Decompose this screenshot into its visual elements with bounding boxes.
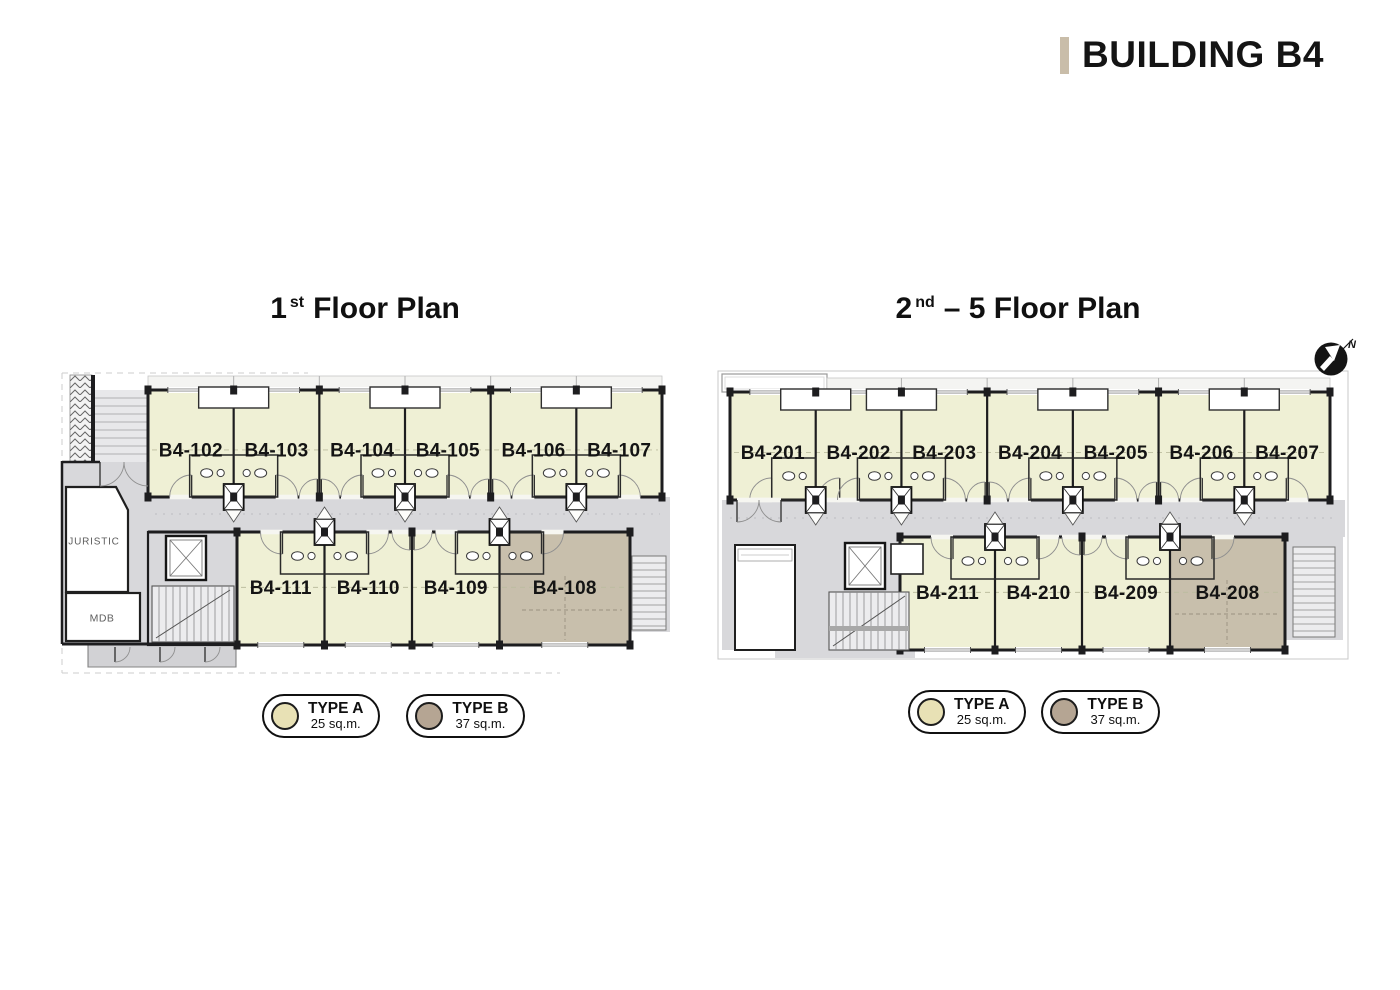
door-gap xyxy=(261,530,283,535)
legend-text xyxy=(1087,696,1143,728)
column-post xyxy=(1241,388,1248,397)
legend-type-label: TYPE A xyxy=(308,700,364,717)
title-ordinal: nd xyxy=(915,294,935,311)
door-gap xyxy=(447,495,469,500)
mdb-label: MDB xyxy=(89,612,115,625)
stairs-icon xyxy=(152,586,234,642)
unit-label-B4-201: B4-201 xyxy=(740,443,805,465)
title-rest: – 5 Floor Plan xyxy=(943,292,1141,325)
column-post xyxy=(573,493,580,502)
legend-type-label: TYPE B xyxy=(1087,696,1144,713)
column-post xyxy=(316,386,323,395)
column-post xyxy=(409,528,416,537)
column-post xyxy=(145,493,152,502)
plan-rect xyxy=(1293,547,1335,637)
title-number: 1 xyxy=(270,292,287,325)
upper-floor-plan-drawing xyxy=(705,330,1365,670)
plan-rect xyxy=(542,642,588,648)
door-gap xyxy=(1115,498,1137,503)
north-label: N xyxy=(1348,338,1356,351)
column-post xyxy=(627,528,634,537)
upper-floor-plan-title xyxy=(838,292,1198,326)
door-gap xyxy=(989,498,1007,503)
title-ordinal: st xyxy=(289,294,305,311)
column-post xyxy=(897,533,904,542)
door-gap xyxy=(542,530,564,535)
unit-label-B4-209: B4-209 xyxy=(1093,583,1159,605)
column-post xyxy=(659,386,666,395)
column-post xyxy=(898,496,905,505)
legend-text xyxy=(452,700,508,732)
column-post xyxy=(984,496,991,505)
unit-label-B4-111: B4-111 xyxy=(249,578,312,600)
page-title: BUILDING B4 xyxy=(1082,34,1324,75)
page-header xyxy=(1060,34,1324,76)
door-gap xyxy=(1180,498,1202,503)
door-gap xyxy=(276,495,298,500)
legend-item-type-b xyxy=(1041,690,1160,734)
column-post xyxy=(1282,533,1289,542)
column-post xyxy=(659,493,666,502)
door-gap xyxy=(967,498,985,503)
door-gap xyxy=(512,495,534,500)
column-post xyxy=(1079,646,1086,655)
stair-landing xyxy=(92,390,148,462)
closet xyxy=(891,544,923,574)
column-post xyxy=(1327,388,1334,397)
wall-segment xyxy=(91,375,95,462)
column-post xyxy=(1155,496,1162,505)
unit-label-B4-108: B4-108 xyxy=(532,578,597,600)
column-post xyxy=(1069,496,1076,505)
column-post xyxy=(727,496,734,505)
column-post xyxy=(1069,388,1076,397)
stair-landing-band xyxy=(829,626,909,631)
first-floor-plan-title xyxy=(185,292,545,326)
door-gap xyxy=(1139,498,1157,503)
legend-swatch-icon xyxy=(1050,698,1078,726)
legend-upper-floor xyxy=(908,690,1160,734)
legend-first-floor xyxy=(262,694,525,738)
unit-label-B4-206: B4-206 xyxy=(1169,443,1234,465)
door-gap xyxy=(618,495,640,500)
column-post xyxy=(402,493,409,502)
legend-item-type-a xyxy=(262,694,380,738)
door-gap xyxy=(414,530,432,535)
door-gap xyxy=(931,535,953,540)
legend-swatch-icon xyxy=(917,698,945,726)
legend-text xyxy=(954,696,1009,728)
column-post xyxy=(898,388,905,397)
door-gap xyxy=(837,498,859,503)
column-post xyxy=(1079,533,1086,542)
legend-text xyxy=(308,700,363,732)
door-gap xyxy=(1009,498,1031,503)
column-post xyxy=(573,386,580,395)
door-gap xyxy=(341,495,363,500)
column-post xyxy=(1167,646,1174,655)
plan-rect xyxy=(1016,647,1062,653)
door-gap xyxy=(1161,498,1179,503)
elevator-icon xyxy=(166,536,206,580)
legend-area-label: 25 sq.m. xyxy=(310,716,361,732)
legend-area-label: 37 sq.m. xyxy=(1090,712,1141,728)
unit-label-B4-110: B4-110 xyxy=(336,578,400,600)
juristic-label: JURISTIC xyxy=(68,536,120,548)
window-icon xyxy=(1016,647,1062,653)
unit-label-B4-105: B4-105 xyxy=(415,440,480,462)
unit-label-B4-204: B4-204 xyxy=(997,443,1063,465)
legend-area-label: 37 sq.m. xyxy=(455,716,506,732)
window-icon xyxy=(433,642,479,648)
column-post xyxy=(230,386,237,395)
legend-item-type-a xyxy=(908,690,1026,734)
legend-type-label: TYPE A xyxy=(954,696,1010,713)
door-gap xyxy=(471,495,489,500)
door-gap xyxy=(321,495,339,500)
column-post xyxy=(1241,496,1248,505)
column-post xyxy=(1327,496,1334,505)
window-icon xyxy=(542,642,588,648)
door-gap xyxy=(493,495,511,500)
unit-label-B4-205: B4-205 xyxy=(1083,443,1148,465)
entrance-porch xyxy=(88,645,236,667)
stairs-icon xyxy=(829,592,909,650)
exterior-stair-hatch xyxy=(70,375,92,462)
column-post xyxy=(316,493,323,502)
column-post xyxy=(812,496,819,505)
stairs-icon xyxy=(1293,547,1335,637)
column-post xyxy=(487,386,494,395)
legend-swatch-icon xyxy=(271,702,299,730)
unit-label-B4-202: B4-202 xyxy=(826,443,891,465)
door-gap xyxy=(1106,535,1128,540)
rear-landing xyxy=(775,650,915,658)
window-icon xyxy=(345,642,391,648)
unit-label-B4-208: B4-208 xyxy=(1195,583,1260,605)
legend-item-type-b xyxy=(406,694,525,738)
legend-area-label: 25 sq.m. xyxy=(956,712,1007,728)
door-gap xyxy=(1286,498,1308,503)
column-post xyxy=(409,641,416,650)
column-post xyxy=(496,528,503,537)
column-post xyxy=(230,493,237,502)
column-post xyxy=(321,528,328,537)
column-post xyxy=(992,646,999,655)
column-post xyxy=(1155,388,1162,397)
column-post xyxy=(402,386,409,395)
unit-label-B4-103: B4-103 xyxy=(244,440,309,462)
elevator-icon xyxy=(845,543,885,589)
door-gap xyxy=(392,530,410,535)
unit-label-B4-106: B4-106 xyxy=(501,440,566,462)
plan-rect xyxy=(1103,647,1149,653)
unit-label-B4-104: B4-104 xyxy=(330,440,395,462)
door-gap xyxy=(1037,535,1059,540)
column-post xyxy=(727,388,734,397)
door-gap xyxy=(1212,535,1234,540)
first-floor-plan-drawing xyxy=(60,360,682,682)
door-gap xyxy=(436,530,458,535)
column-post xyxy=(812,388,819,397)
unit-label-B4-210: B4-210 xyxy=(1006,583,1071,605)
column-post xyxy=(1282,646,1289,655)
door-gap xyxy=(299,495,317,500)
unit-label-B4-109: B4-109 xyxy=(423,578,488,600)
unit-label-B4-102: B4-102 xyxy=(158,440,223,462)
unit-label-B4-203: B4-203 xyxy=(912,443,977,465)
column-post xyxy=(992,533,999,542)
plan-rect xyxy=(925,647,971,653)
column-post xyxy=(1167,533,1174,542)
column-post xyxy=(487,493,494,502)
door-gap xyxy=(170,495,192,500)
legend-type-label: TYPE B xyxy=(452,700,509,717)
door-gap xyxy=(1084,535,1102,540)
stairs-icon xyxy=(632,556,666,630)
column-post xyxy=(145,386,152,395)
title-accent-bar-icon xyxy=(1060,37,1069,74)
plan-rect xyxy=(433,642,479,648)
window-icon xyxy=(258,642,304,648)
title-rest: Floor Plan xyxy=(313,292,460,325)
window-icon xyxy=(1205,647,1251,653)
plan-rect xyxy=(258,642,304,648)
unit-label-B4-207: B4-207 xyxy=(1255,443,1320,465)
plan-rect xyxy=(345,642,391,648)
window-icon xyxy=(925,647,971,653)
unit-label-B4-211: B4-211 xyxy=(915,583,980,605)
north-arrow-icon xyxy=(1308,331,1364,381)
door-gap xyxy=(367,530,389,535)
legend-swatch-icon xyxy=(415,702,443,730)
column-post xyxy=(627,641,634,650)
door-gap xyxy=(943,498,965,503)
door-gap xyxy=(1062,535,1080,540)
column-post xyxy=(496,641,503,650)
plan-rect xyxy=(1205,647,1251,653)
column-post xyxy=(321,641,328,650)
window-icon xyxy=(1103,647,1149,653)
column-post xyxy=(984,388,991,397)
title-number: 2 xyxy=(895,292,913,325)
unit-label-B4-107: B4-107 xyxy=(587,440,652,462)
